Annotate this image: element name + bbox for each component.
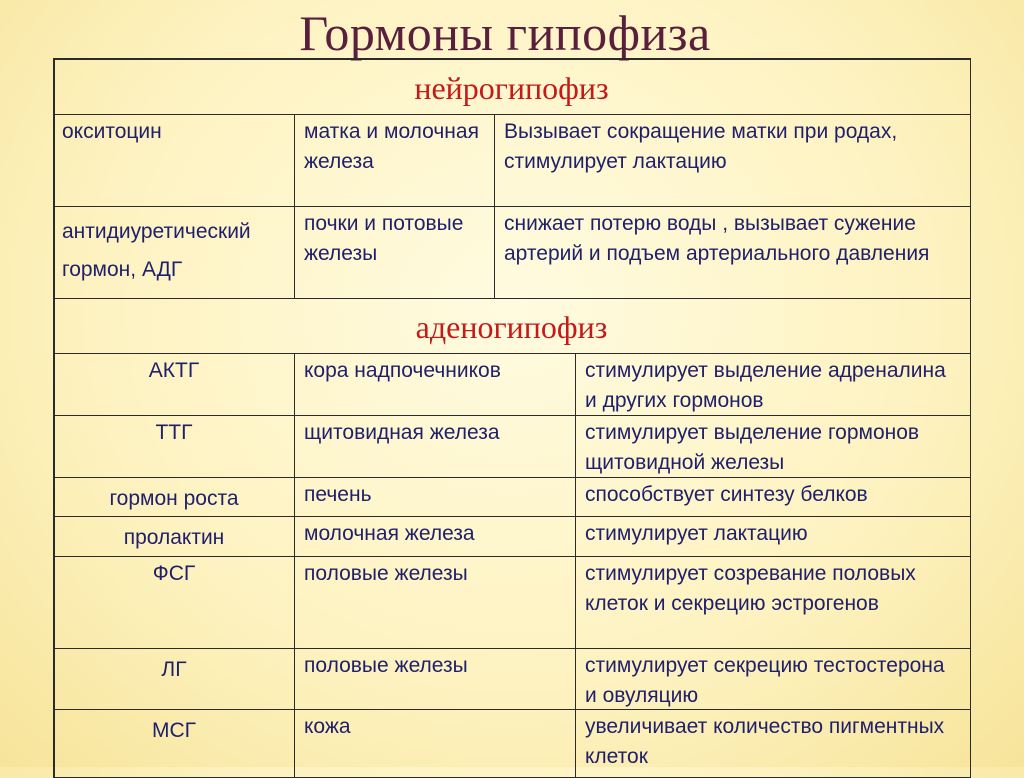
hormone-name: АКТГ [53,354,295,416]
hormone-name: окситоцин [53,115,295,207]
hormone-effect: увеличивает количество пигментных клеток [576,710,971,778]
hormone-target: половые железы [295,557,576,649]
hormone-name: антидиуретический гормон, АДГ [53,207,295,299]
hormone-target: половые железы [295,649,576,710]
hormone-effect: способствует синтезу белков [576,478,971,517]
hormone-effect: стимулирует выделение гормонов щитовидной железы [576,416,971,478]
hormone-target: молочная железа [295,517,576,557]
hormone-effect: Вызывает сокращение матки при родах, стимулирует лактацию [495,115,971,207]
section-heading-neurohypophysis: нейрогипофиз [53,58,971,115]
hormone-name: пролактин [53,517,295,557]
hormone-name: ЛГ [53,649,295,710]
hormone-target: печень [295,478,576,517]
hormone-target: почки и потовые железы [295,207,495,299]
hormone-effect: стимулирует лактацию [576,517,971,557]
hormone-effect: стимулирует секрецию тестостерона и овуляцию [576,649,971,710]
hormone-name: гормон роста [53,478,295,517]
hormone-effect: стимулирует выделение адреналина и других гормонов [576,354,971,416]
hormones-table [53,58,971,778]
hormone-name: МСГ [53,710,295,778]
hormone-name: ТТГ [53,416,295,478]
hormone-effect: стимулирует созревание половых клеток и секрецию эстрогенов [576,557,971,649]
hormone-target: матка и молочная железа [295,115,495,207]
page-title: Гормоны гипофиза [299,5,711,61]
section-heading-adenohypophysis: аденогипофиз [53,299,971,354]
hormone-target: кора надпочечников [295,354,576,416]
hormone-effect: снижает потерю воды , вызывает сужение артерий и подъем артериального давления [495,207,971,299]
hormone-name: ФСГ [53,557,295,649]
hormone-target: кожа [295,710,576,778]
hormone-target: щитовидная железа [295,416,576,478]
